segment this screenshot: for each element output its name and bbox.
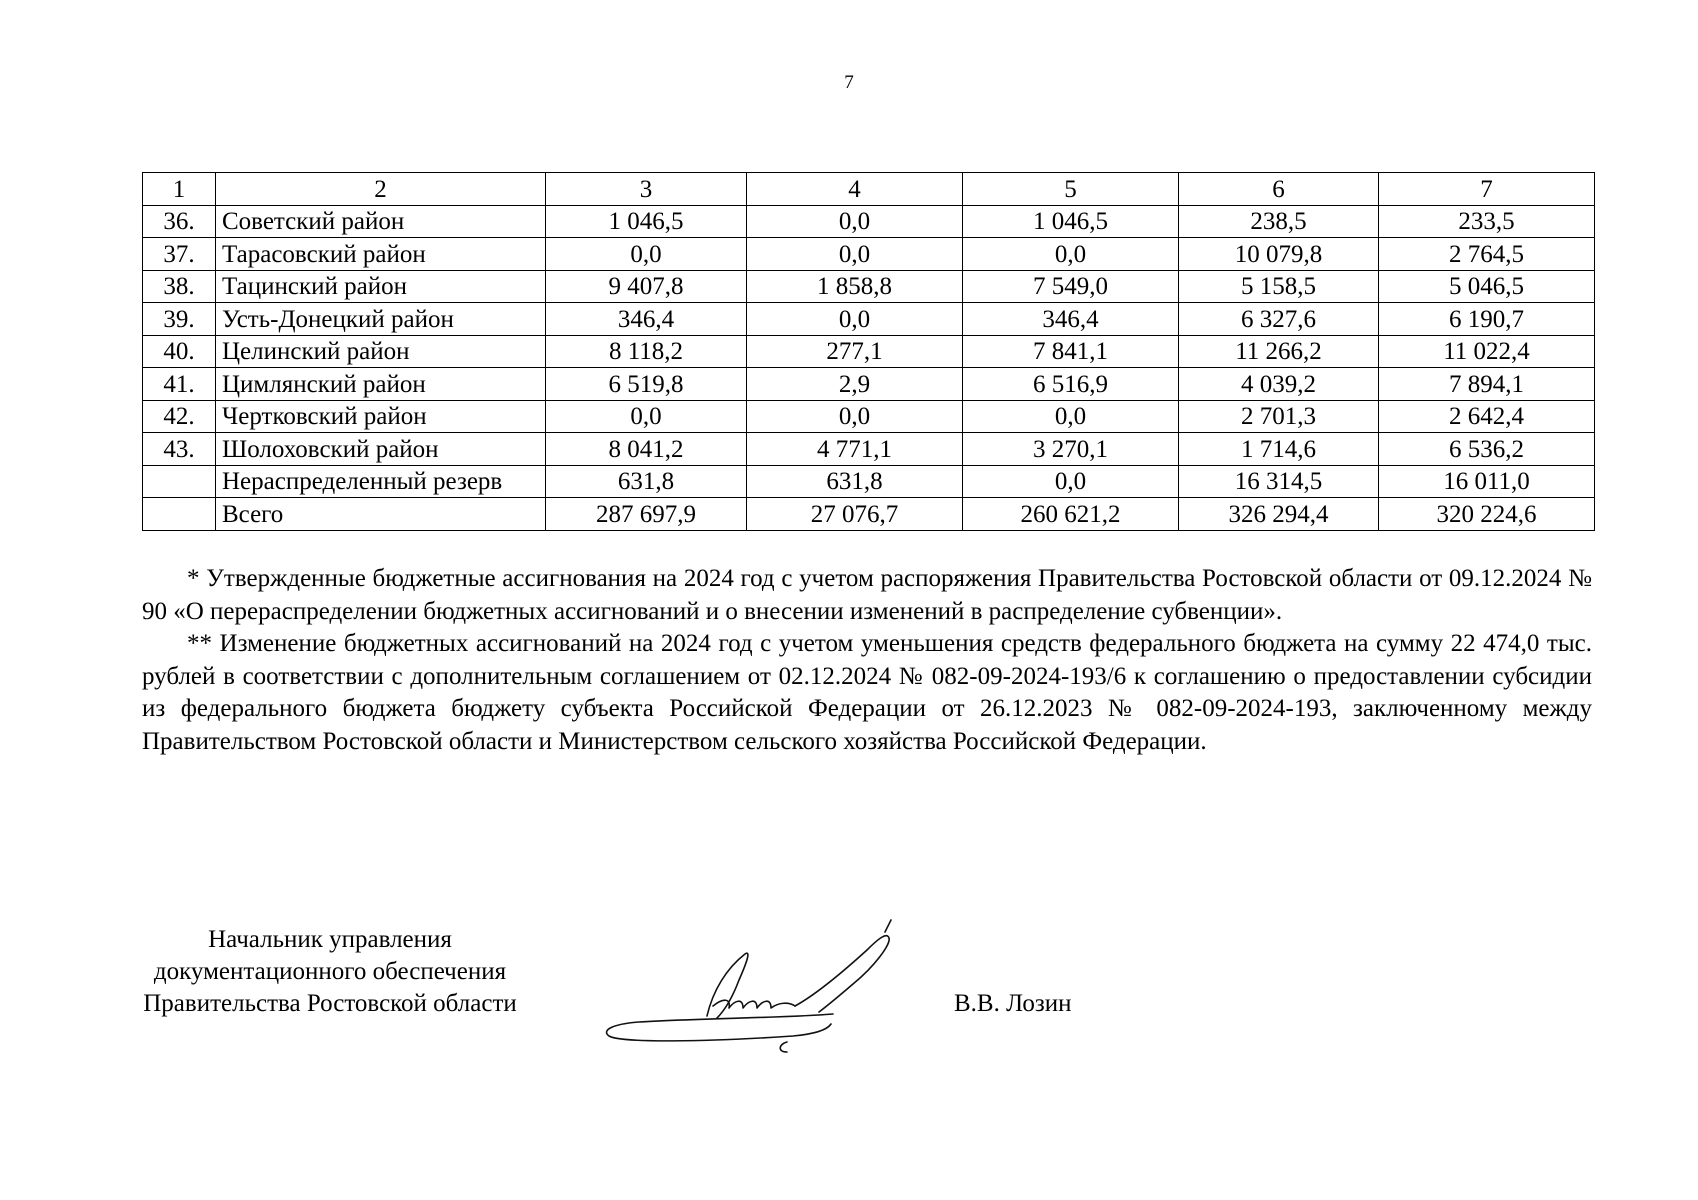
col-4-value: 631,8 — [747, 465, 963, 498]
footnotes — [142, 563, 1592, 759]
column-number-header: 6 — [1179, 173, 1379, 206]
table-row — [143, 270, 1595, 303]
col-5-value: 0,0 — [963, 400, 1179, 433]
col-5-value: 7 841,1 — [963, 335, 1179, 368]
row-number — [143, 465, 216, 498]
column-number-header: 2 — [216, 173, 546, 206]
table-row — [143, 205, 1595, 238]
col-6-value: 16 314,5 — [1179, 465, 1379, 498]
position-line-1: Начальник управления — [208, 926, 452, 953]
col-5-value: 7 549,0 — [963, 270, 1179, 303]
municipality-name: Советский район — [216, 205, 546, 238]
col-4-value: 0,0 — [747, 205, 963, 238]
col-4-value: 1 858,8 — [747, 270, 963, 303]
table-row — [143, 433, 1595, 466]
municipality-name: Целинский район — [216, 335, 546, 368]
municipality-name: Тацинский район — [216, 270, 546, 303]
table-row — [143, 400, 1595, 433]
col-6-value: 1 714,6 — [1179, 433, 1379, 466]
row-number: 37. — [143, 238, 216, 271]
column-number-header: 7 — [1379, 173, 1595, 206]
municipality-name: Шолоховский район — [216, 433, 546, 466]
column-number-header: 4 — [747, 173, 963, 206]
municipality-name: Усть-Донецкий район — [216, 303, 546, 336]
table-row — [143, 498, 1595, 531]
col-7-value: 233,5 — [1379, 205, 1595, 238]
col-6-value: 4 039,2 — [1179, 368, 1379, 401]
municipality-name: Нераспределенный резерв — [216, 465, 546, 498]
signer-name: В.В. Лозин — [954, 990, 1072, 1017]
col-7-value: 2 642,4 — [1379, 400, 1595, 433]
col-6-value: 238,5 — [1179, 205, 1379, 238]
row-number: 36. — [143, 205, 216, 238]
col-6-value: 2 701,3 — [1179, 400, 1379, 433]
col-3-value: 631,8 — [546, 465, 747, 498]
footnote-1: * Утвержденные бюджетные ассигнования на 2024 год с учетом распоряжения Правительства Ростовской области от 09.12.2024 № 90 «О перераспределении бюджетных ассигнований и о внесении изменений в распределение субвенции». — [142, 565, 1592, 625]
col-4-value: 27 076,7 — [747, 498, 963, 531]
col-4-value: 4 771,1 — [747, 433, 963, 466]
column-number-header: 5 — [963, 173, 1179, 206]
row-number — [143, 498, 216, 531]
col-6-value: 11 266,2 — [1179, 335, 1379, 368]
col-5-value: 260 621,2 — [963, 498, 1179, 531]
col-4-value: 0,0 — [747, 303, 963, 336]
municipality-name: Тарасовский район — [216, 238, 546, 271]
table-row — [143, 335, 1595, 368]
col-7-value: 6 536,2 — [1379, 433, 1595, 466]
col-6-value: 10 079,8 — [1179, 238, 1379, 271]
col-5-value: 0,0 — [963, 238, 1179, 271]
row-number: 41. — [143, 368, 216, 401]
col-3-value: 0,0 — [546, 238, 747, 271]
col-6-value: 5 158,5 — [1179, 270, 1379, 303]
municipality-name: Чертковский район — [216, 400, 546, 433]
signatory-position — [110, 924, 550, 1020]
row-number: 43. — [143, 433, 216, 466]
municipality-name: Цимлянский район — [216, 368, 546, 401]
table-row — [143, 465, 1595, 498]
position-line-2: документационного обеспечения — [153, 958, 507, 985]
col-5-value: 0,0 — [963, 465, 1179, 498]
col-3-value: 9 407,8 — [546, 270, 747, 303]
col-4-value: 2,9 — [747, 368, 963, 401]
col-7-value: 11 022,4 — [1379, 335, 1595, 368]
col-5-value: 3 270,1 — [963, 433, 1179, 466]
col-7-value: 16 011,0 — [1379, 465, 1595, 498]
row-number: 38. — [143, 270, 216, 303]
column-number-header: 1 — [143, 173, 216, 206]
position-line-3: Правительства Ростовской области — [143, 990, 517, 1017]
col-6-value: 326 294,4 — [1179, 498, 1379, 531]
col-4-value: 0,0 — [747, 400, 963, 433]
col-6-value: 6 327,6 — [1179, 303, 1379, 336]
col-3-value: 1 046,5 — [546, 205, 747, 238]
table-row — [143, 238, 1595, 271]
col-3-value: 8 118,2 — [546, 335, 747, 368]
municipality-name: Всего — [216, 498, 546, 531]
handwritten-signature — [595, 910, 925, 1060]
col-5-value: 6 516,9 — [963, 368, 1179, 401]
table-header-row — [143, 173, 1595, 206]
col-4-value: 277,1 — [747, 335, 963, 368]
col-3-value: 0,0 — [546, 400, 747, 433]
col-5-value: 346,4 — [963, 303, 1179, 336]
page-number: 7 — [844, 72, 854, 93]
col-4-value: 0,0 — [747, 238, 963, 271]
column-number-header: 3 — [546, 173, 747, 206]
col-7-value: 5 046,5 — [1379, 270, 1595, 303]
row-number: 39. — [143, 303, 216, 336]
row-number: 40. — [143, 335, 216, 368]
table-row — [143, 368, 1595, 401]
col-7-value: 320 224,6 — [1379, 498, 1595, 531]
col-7-value: 2 764,5 — [1379, 238, 1595, 271]
col-3-value: 346,4 — [546, 303, 747, 336]
col-5-value: 1 046,5 — [963, 205, 1179, 238]
col-3-value: 287 697,9 — [546, 498, 747, 531]
row-number: 42. — [143, 400, 216, 433]
col-3-value: 6 519,8 — [546, 368, 747, 401]
col-7-value: 7 894,1 — [1379, 368, 1595, 401]
col-3-value: 8 041,2 — [546, 433, 747, 466]
table-row — [143, 303, 1595, 336]
footnote-2: ** Изменение бюджетных ассигнований на 2024 год с учетом уменьшения средств федерального бюджета на сумму 22 474,0 тыс. рублей в соответствии с дополнительным соглашением от 02.12.2024 № 082-09-2024-193/6 к соглашению о предоставлении субсидии из федерального бюджета бюджету субъекта Российской Федерации от 26.12.2023 № 082-09-2024-193, заключенному между Правительством Ростовской области и Министерством сельского хозяйства Российской Федерации. — [142, 630, 1592, 755]
col-7-value: 6 190,7 — [1379, 303, 1595, 336]
budget-table — [142, 172, 1595, 531]
